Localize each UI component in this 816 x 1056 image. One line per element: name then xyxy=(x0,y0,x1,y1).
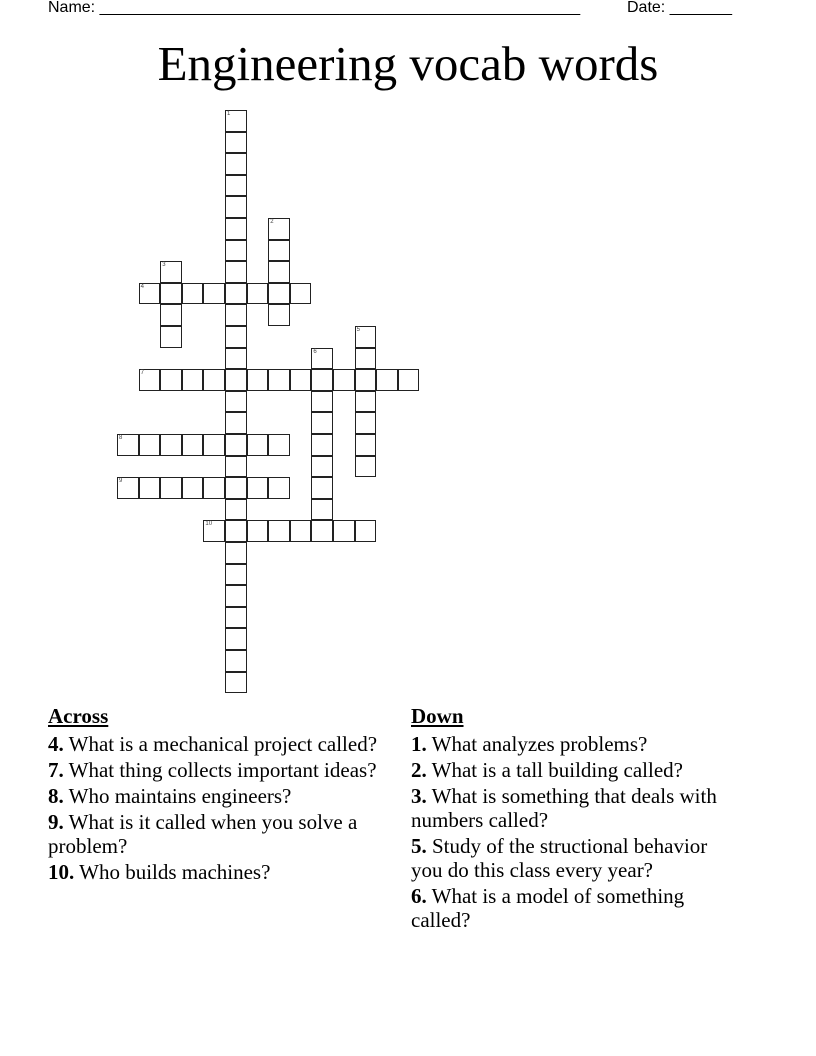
grid-cell[interactable] xyxy=(139,434,161,456)
grid-cell[interactable] xyxy=(311,499,333,521)
grid-cell[interactable] xyxy=(268,218,290,240)
grid-cell[interactable] xyxy=(311,477,333,499)
grid-cell[interactable] xyxy=(225,153,247,175)
grid-cell[interactable] xyxy=(225,218,247,240)
grid-cell[interactable] xyxy=(182,477,204,499)
clue-number: 10. xyxy=(48,860,75,884)
grid-cell[interactable] xyxy=(225,326,247,348)
grid-cell[interactable] xyxy=(160,369,182,391)
grid-cell[interactable] xyxy=(376,369,398,391)
clue-number-label: 1 xyxy=(227,111,231,117)
grid-cell[interactable] xyxy=(203,434,225,456)
grid-cell[interactable] xyxy=(160,304,182,326)
clue-number: 7. xyxy=(48,758,64,782)
grid-cell[interactable] xyxy=(268,369,290,391)
grid-cell[interactable] xyxy=(225,564,247,586)
grid-cell[interactable] xyxy=(311,520,333,542)
clue-number: 5. xyxy=(411,834,427,858)
clue-down-5 xyxy=(411,834,741,882)
clue-text: What is a tall building called? xyxy=(426,758,683,782)
clue-down-1 xyxy=(411,732,741,756)
grid-cell[interactable] xyxy=(355,434,377,456)
clue-number: 8. xyxy=(48,784,64,808)
grid-cell[interactable] xyxy=(290,520,312,542)
clue-down-3 xyxy=(411,784,741,832)
page-title: Engineering vocab words xyxy=(157,36,659,91)
grid-cell[interactable] xyxy=(290,369,312,391)
grid-cell[interactable] xyxy=(225,607,247,629)
grid-cell[interactable] xyxy=(225,261,247,283)
grid-cell[interactable] xyxy=(225,628,247,650)
grid-cell[interactable] xyxy=(225,196,247,218)
grid-cell[interactable] xyxy=(225,672,247,694)
clue-text: What is it called when you solve a problem? xyxy=(48,810,358,858)
clue-text: Who maintains engineers? xyxy=(63,784,292,808)
grid-cell[interactable] xyxy=(160,477,182,499)
grid-cell[interactable] xyxy=(355,391,377,413)
clue-number-label: 5 xyxy=(356,327,360,333)
grid-cell[interactable] xyxy=(182,283,204,305)
clue-across-9 xyxy=(48,810,378,858)
clue-number: 2. xyxy=(411,758,427,782)
grid-cell[interactable] xyxy=(225,175,247,197)
clue-text: What is something that deals with numbers called? xyxy=(411,784,717,832)
clue-text: What analyzes problems? xyxy=(426,732,648,756)
grid-cell[interactable] xyxy=(355,412,377,434)
clue-number: 6. xyxy=(411,884,427,908)
grid-cell[interactable] xyxy=(355,326,377,348)
clue-down-6 xyxy=(411,884,741,932)
grid-cell[interactable] xyxy=(160,283,182,305)
across-heading: Across xyxy=(48,704,109,728)
grid-cell[interactable] xyxy=(225,434,247,456)
clue-text: What thing collects important ideas? xyxy=(63,758,377,782)
grid-cell[interactable] xyxy=(203,283,225,305)
grid-cell[interactable] xyxy=(247,520,269,542)
clue-down-2 xyxy=(411,758,741,782)
clue-text: Who builds machines? xyxy=(74,860,271,884)
down-heading: Down xyxy=(411,704,464,728)
grid-cell[interactable] xyxy=(225,650,247,672)
clue-across-8 xyxy=(48,784,378,808)
clue-number-label: 8 xyxy=(119,435,123,441)
grid-cell[interactable] xyxy=(268,283,290,305)
clue-across-7 xyxy=(48,758,378,782)
grid-cell[interactable] xyxy=(225,369,247,391)
grid-cell[interactable] xyxy=(160,434,182,456)
clue-across-4 xyxy=(48,732,378,756)
grid-cell[interactable] xyxy=(203,369,225,391)
grid-cell[interactable] xyxy=(311,348,333,370)
grid-cell[interactable] xyxy=(311,369,333,391)
grid-cell[interactable] xyxy=(225,520,247,542)
grid-cell[interactable] xyxy=(225,456,247,478)
grid-cell[interactable] xyxy=(268,477,290,499)
grid-cell[interactable] xyxy=(182,434,204,456)
grid-cell[interactable] xyxy=(268,304,290,326)
grid-cell[interactable] xyxy=(333,520,355,542)
grid-cell[interactable] xyxy=(139,369,161,391)
clue-number-label: 2 xyxy=(270,219,274,225)
clue-text: What is a mechanical project called? xyxy=(63,732,378,756)
grid-cell[interactable] xyxy=(247,369,269,391)
clue-number: 1. xyxy=(411,732,427,756)
grid-cell[interactable] xyxy=(398,369,420,391)
grid-cell[interactable] xyxy=(247,434,269,456)
grid-cell[interactable] xyxy=(139,477,161,499)
clue-number-label: 4 xyxy=(140,283,144,290)
grid-cell[interactable] xyxy=(247,283,269,305)
clue-number-label: 3 xyxy=(162,262,166,269)
grid-cell[interactable] xyxy=(225,391,247,413)
grid-cell[interactable] xyxy=(160,326,182,348)
grid-cell[interactable] xyxy=(117,477,139,499)
grid-cell[interactable] xyxy=(268,240,290,262)
grid-cell[interactable] xyxy=(355,369,377,391)
grid-cell[interactable] xyxy=(225,240,247,262)
grid-cell[interactable] xyxy=(225,499,247,521)
clue-across-10 xyxy=(48,860,378,884)
grid-cell[interactable] xyxy=(225,412,247,434)
grid-cell[interactable] xyxy=(182,369,204,391)
clue-text: What is a model of something called? xyxy=(411,884,685,932)
clue-number-label: 9 xyxy=(119,478,123,485)
grid-cell[interactable] xyxy=(225,304,247,326)
grid-cell[interactable] xyxy=(290,283,312,305)
clue-number: 3. xyxy=(411,784,427,808)
grid-cell[interactable] xyxy=(268,520,290,542)
grid-cell[interactable] xyxy=(355,348,377,370)
clue-number: 9. xyxy=(48,810,64,834)
grid-cell[interactable] xyxy=(311,412,333,434)
grid-cell[interactable] xyxy=(355,520,377,542)
grid-cell[interactable] xyxy=(225,585,247,607)
clue-number-label: 6 xyxy=(313,348,317,355)
grid-cell[interactable] xyxy=(225,477,247,499)
down-clues xyxy=(411,704,741,934)
grid-cell[interactable] xyxy=(355,456,377,478)
grid-cell[interactable] xyxy=(311,391,333,413)
across-clues xyxy=(48,704,378,886)
grid-cell[interactable] xyxy=(333,369,355,391)
grid-cell[interactable] xyxy=(225,110,247,132)
grid-cell[interactable] xyxy=(225,283,247,305)
grid-cell[interactable] xyxy=(247,477,269,499)
grid-cell[interactable] xyxy=(268,434,290,456)
grid-cell[interactable] xyxy=(139,283,161,305)
grid-cell[interactable] xyxy=(117,434,139,456)
grid-cell[interactable] xyxy=(311,434,333,456)
date-field[interactable]: Date: _______ xyxy=(627,0,732,16)
grid-cell[interactable] xyxy=(225,132,247,154)
clue-number: 4. xyxy=(48,732,64,756)
grid-cell[interactable] xyxy=(225,348,247,370)
clue-text: Study of the structional behavior you do this class every year? xyxy=(411,834,708,882)
grid-cell[interactable] xyxy=(160,261,182,283)
clue-number-label: 7 xyxy=(140,370,144,377)
grid-cell[interactable] xyxy=(203,520,225,542)
grid-cell[interactable] xyxy=(225,542,247,564)
clue-number-label: 10 xyxy=(205,521,213,528)
name-field[interactable]: Name: ______________________________________________________ xyxy=(48,0,581,16)
grid-cell[interactable] xyxy=(203,477,225,499)
grid-cell[interactable] xyxy=(268,261,290,283)
grid-cell[interactable] xyxy=(311,456,333,478)
